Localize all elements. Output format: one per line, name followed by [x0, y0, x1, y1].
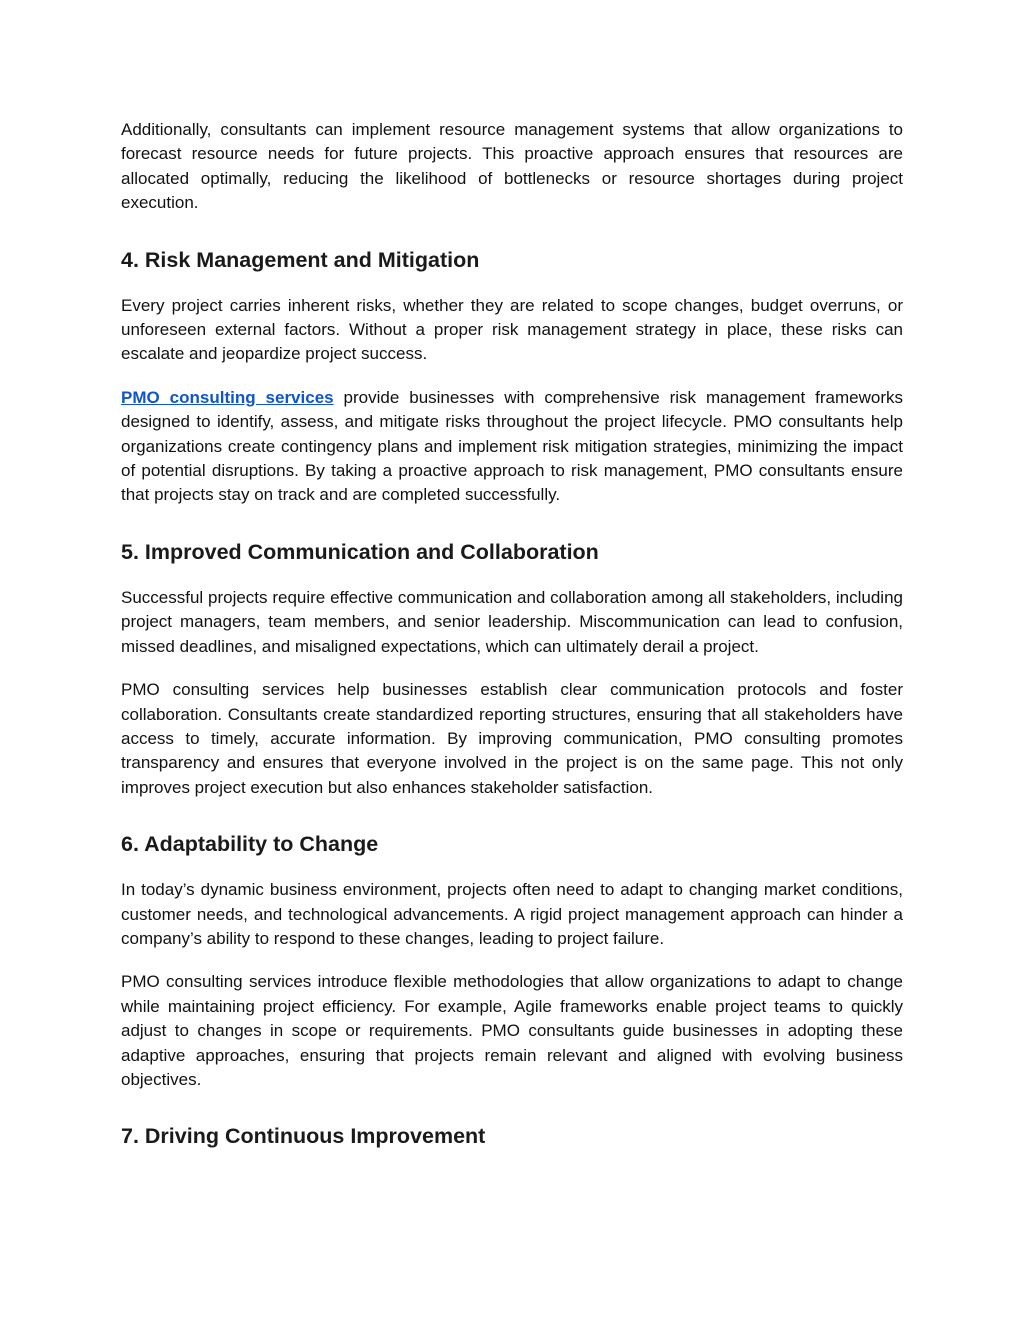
risk-paragraph-2-text: provide businesses with comprehensive risk management frameworks designed to identify, assess, and mitigate risks throughout the project lifecycle. PMO consultants help organizations create contingency plans and implement risk mitigation strategies, minimizing the impact of potential disruptions. By taking a proactive approach to risk management, PMO consultants ensure that projects stay on track and are completed successfully. — [121, 387, 903, 505]
communication-paragraph-1: Successful projects require effective communication and collaboration among all stakeholders, including project managers, team members, and senior leadership. Miscommunication can lead to confusion, missed deadlines, and misaligned expectations, which can ultimately derail a project. — [121, 587, 903, 656]
pmo-consulting-services-link[interactable]: PMO consulting services — [121, 387, 334, 407]
intro-paragraph: Additionally, consultants can implement resource management systems that allow organizations to forecast resource needs for future projects. This proactive approach ensures that resources are allocated optimally, reducing the likelihood of bottlenecks or resource shortages during project execution. — [121, 120, 903, 213]
adaptability-paragraph-2: PMO consulting services introduce flexible methodologies that allow organizations to adapt to change while maintaining project efficiency. For example, Agile frameworks enable project teams to quickly adjust to changes in scope or requirements. PMO consultants guide businesses in adopting these adaptive approaches, ensuring that projects remain relevant and aligned with evolving business objectives. — [121, 972, 903, 1089]
heading-communication: 5. Improved Communication and Collaboration — [121, 539, 599, 564]
heading-adaptability: 6. Adaptability to Change — [121, 832, 379, 857]
adaptability-paragraph-1: In today’s dynamic business environment, projects often need to adapt to changing market conditions, customer needs, and technological advancements. A rigid project management approach can hinder a company’s ability to respond to these changes, leading to project failure. — [121, 880, 903, 948]
heading-risk-management: 4. Risk Management and Mitigation — [121, 247, 480, 272]
risk-paragraph-2 — [121, 386, 903, 508]
document-page — [121, 118, 903, 1150]
heading-continuous-improvement: 7. Driving Continuous Improvement — [121, 1124, 486, 1149]
risk-paragraph-1: Every project carries inherent risks, whether they are related to scope changes, budget overruns, or unforeseen external factors. Without a proper risk management strategy in place, these risks can escalate and jeopardize project success. — [121, 295, 903, 364]
communication-paragraph-2: PMO consulting services help businesses establish clear communication protocols and foster collaboration. Consultants create standardized reporting structures, ensuring that all stakeholders have access to timely, accurate information. By improving communication, PMO consulting promotes transparency and ensures that everyone involved in the project is on the same page. This not only improves project execution but also enhances stakeholder satisfaction. — [121, 680, 903, 797]
